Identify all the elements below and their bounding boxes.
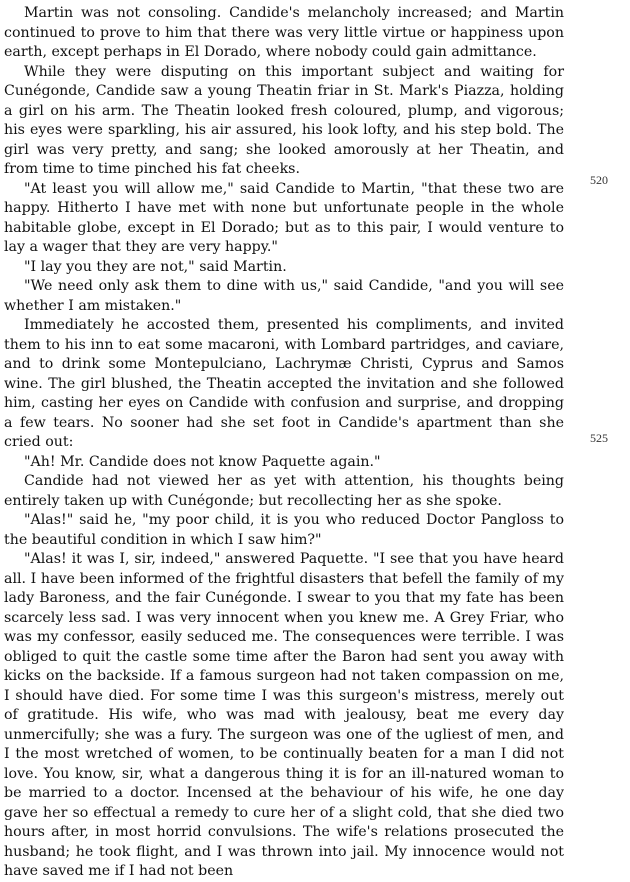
line-number-520: 520 — [590, 173, 608, 187]
line-number-525: 525 — [590, 431, 608, 445]
paragraph-2: While they were disputing on this important subject and waiting for Cunégonde, Candide saw a young Theatin friar in St. Mark's Piazza, holding a girl on his arm. The Theatin looked fresh coloured, plump, and vigorous; his eyes were sparkling, his air assured, his look lofty, and his step bold. The girl was very pretty, and sang; she looked amorously at her Theatin, and from time to time pinched his fat cheeks. — [4, 63, 564, 177]
paragraph-9: "Alas!" said he, "my poor child, it is you who reduced Doctor Pangloss to the beautiful condition in which I saw him?" — [4, 512, 564, 548]
paragraph-7: "Ah! Mr. Candide does not know Paquette again." — [24, 453, 381, 470]
paragraph-1: Martin was not consoling. Candide's melancholy increased; and Martin continued to prove to him that there was very little virtue or happiness upon earth, except perhaps in El Dorado, where nobody could gain admittance. — [4, 5, 564, 60]
paragraph-3: "At least you will allow me," said Candide to Martin, "that these two are happy. Hitherto I have met with none but unfortunate people in the whole habitable globe, except in El Dorado; but as to this pair, I would venture to lay a wager that they are very happy." — [4, 180, 564, 255]
paragraph-5: "We need only ask them to dine with us," said Candide, "and you will see whether I am mistaken." — [4, 278, 564, 314]
paragraph-4: "I lay you they are not," said Martin. — [24, 258, 287, 275]
document-body — [4, 4, 564, 882]
paragraph-6: Immediately he accosted them, presented his compliments, and invited them to his inn to eat some macaroni, with Lombard partridges, and caviare, and to drink some Montepulciano, Lachrymæ Christi, Cyprus and Samos wine. The girl blushed, the Theatin accepted the invitation and she followed him, casting her eyes on Candide with confusion and surprise, and dropping a few tears. No sooner had she set foot in Candide's apartment than she cried out: — [4, 317, 564, 450]
paragraph-8: Candide had not viewed her as yet with attention, his thoughts being entirely taken up with Cunégonde; but recollecting her as she spoke. — [4, 473, 564, 509]
paragraph-10: "Alas! it was I, sir, indeed," answered Paquette. "I see that you have heard all. I have been informed of the frightful disasters that befell the family of my lady Baroness, and the fair Cunégonde. I swear to you that my fate has been scarcely less sad. I was very innocent when you knew me. A Grey Friar, who was my confessor, easily seduced me. The consequences were terrible. I was obliged to quit the castle some time after the Baron had sent you away with kicks on the backside. If a famous surgeon had not taken compassion on me, I should have died. For some time I was this surgeon's mistress, merely out of gratitude. His wife, who was mad with jealousy, beat me every day unmercifully; she was a fury. The surgeon was one of the ugliest of men, and I the most wretched of women, to be continually beaten for a man I did not love. You know, sir, what a dangerous thing it is for an ill-natured woman to be married to a doctor. Incensed at the behaviour of his wife, he one day gave her so effectual a remedy to cure her of a slight cold, that she died two hours after, in most horrid convulsions. The wife's relations prosecuted the husband; he took flight, and I was thrown into jail. My innocence would not have saved me if I had not been — [4, 551, 564, 879]
